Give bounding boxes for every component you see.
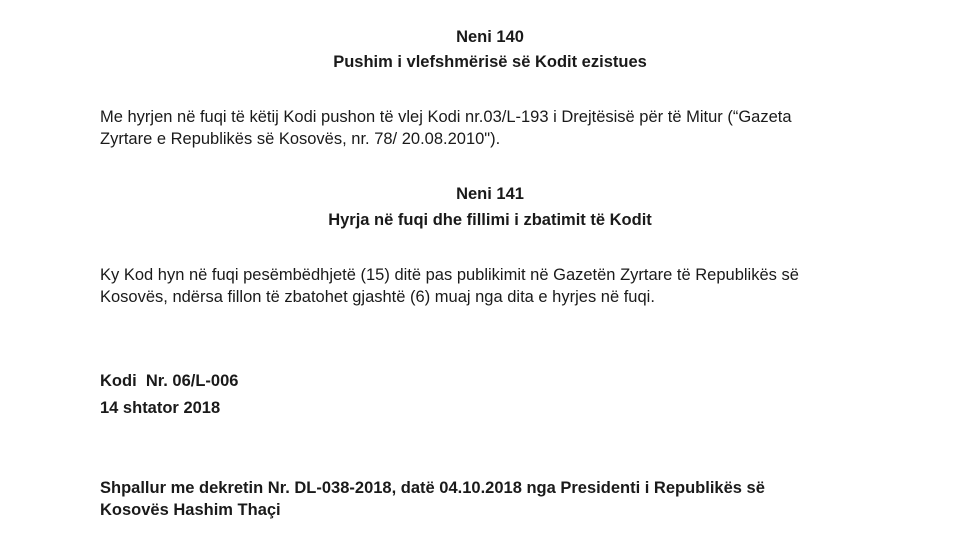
article-140-body	[100, 106, 880, 150]
promulgation-line: Kosovës Hashim Thaçi	[100, 501, 281, 519]
promulgation	[100, 477, 880, 521]
article-140-body-line: Me hyrjen në fuqi të këtij Kodi pushon të vlej Kodi nr.03/L-193 i Drejtësisë për të Mitur (“Gazeta	[100, 108, 792, 126]
article-140-number: Neni 140	[456, 28, 524, 46]
article-141-body-line: Ky Kod hyn në fuqi pesëmbëdhjetë (15) ditë pas publikimit në Gazetën Zyrtare të Republikës së	[100, 266, 799, 284]
code-info	[100, 368, 880, 422]
promulgation-line: Shpallur me dekretin Nr. DL-038-2018, datë 04.10.2018 nga Presidenti i Republikës së	[100, 479, 765, 497]
article-140-title: Pushim i vlefshmërisë së Kodit ezistues	[333, 53, 647, 71]
code-date: 14 shtator 2018	[100, 399, 221, 417]
article-141-number: Neni 141	[456, 185, 524, 203]
article-141-body-line: Kosovës, ndërsa fillon të zbatohet gjashtë (6) muaj nga dita e hyrjes në fuqi.	[100, 288, 655, 306]
code-number: Kodi Nr. 06/L-006	[100, 372, 239, 390]
article-141-title: Hyrja në fuqi dhe fillimi i zbatimit të Kodit	[328, 211, 652, 229]
article-140-body-line: Zyrtare e Republikës së Kosovës, nr. 78/ 20.08.2010").	[100, 130, 501, 148]
article-141-body	[100, 264, 880, 308]
